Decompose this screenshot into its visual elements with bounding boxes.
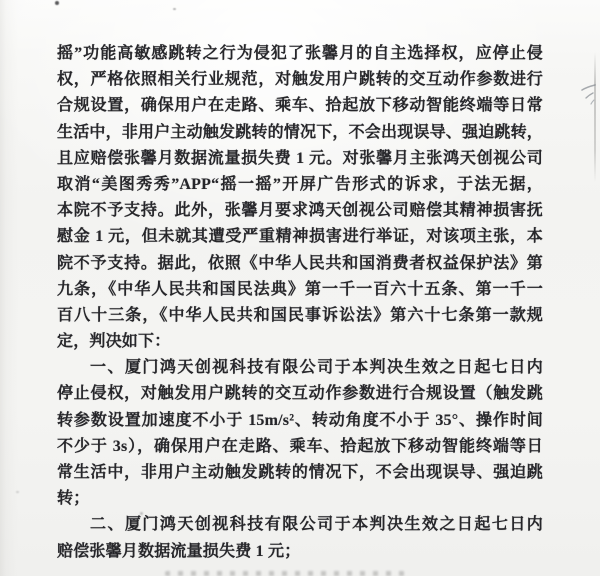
ink-speck <box>16 491 19 493</box>
judgment-text-block <box>57 41 543 565</box>
text-line-item-two: 二、厦门鸿天创视科技有限公司于本判决生效之日起七日内 <box>90 516 543 534</box>
handwritten-mark-icon <box>578 80 598 110</box>
text-line: 不少于 3s），确保用户在走路、乘车、拾起放下移动智能终端等日 <box>57 437 543 455</box>
text-line: 定，判决如下： <box>57 333 171 351</box>
cut-off-next-line <box>165 571 405 576</box>
text-line: 院不予支持。据此，依照《中华人民共和国消费者权益保护法》第 <box>57 254 543 272</box>
text-line: 赔偿张馨月数据流量损失费 1 元； <box>57 542 301 560</box>
text-line: 且应赔偿张馨月数据流量损失费 1 元。对张馨月主张鸿天创视公司 <box>57 149 543 167</box>
text-line: 转参数设置加速度不小于 15m/s²、转动角度不小于 35°、操作时间 <box>57 411 543 429</box>
text-line: 生活中，非用户主动触发跳转的情况下，不会出现误导、强迫跳转， <box>57 123 543 141</box>
text-line: 摇”功能高敏感跳转之行为侵犯了张馨月的自主选择权，应停止侵 <box>57 45 543 62</box>
paper-edge-line <box>594 52 596 182</box>
text-line: 百八十三条，《中华人民共和国民事诉讼法》第六十七条第一款规 <box>57 306 543 324</box>
text-line: 停止侵权，对触发用户跳转的交互动作参数进行合规设置（触发跳 <box>57 385 543 403</box>
text-line: 本院不予支持。此外，张馨月要求鸿天创视公司赔偿其精神损害抚 <box>57 202 543 220</box>
ink-speck <box>55 1 59 5</box>
text-line: 合规设置，确保用户在走路、乘车、拾起放下移动智能终端等日常 <box>57 97 543 115</box>
text-line: 转； <box>57 490 90 508</box>
ink-speck <box>140 512 143 515</box>
text-line: 九条，《中华人民共和国民法典》第一千一百六十五条、第一千一 <box>57 280 543 298</box>
ink-speck <box>173 8 176 10</box>
text-line: 常生活中，非用户主动触发跳转的情况下，不会出现误导、强迫跳 <box>57 464 543 481</box>
text-line: 权，严格依照相关行业规范，对触发用户跳转的交互动作参数进行 <box>57 71 543 89</box>
text-line-item-one: 一、厦门鸿天创视科技有限公司于本判决生效之日起七日内 <box>90 359 543 377</box>
text-line: 取消“美图秀秀”APP“摇一摇”开屏广告形式的诉求，于法无据， <box>57 175 543 193</box>
text-line: 慰金 1 元，但未就其遭受严重精神损害进行举证，对该项主张，本 <box>57 228 543 246</box>
